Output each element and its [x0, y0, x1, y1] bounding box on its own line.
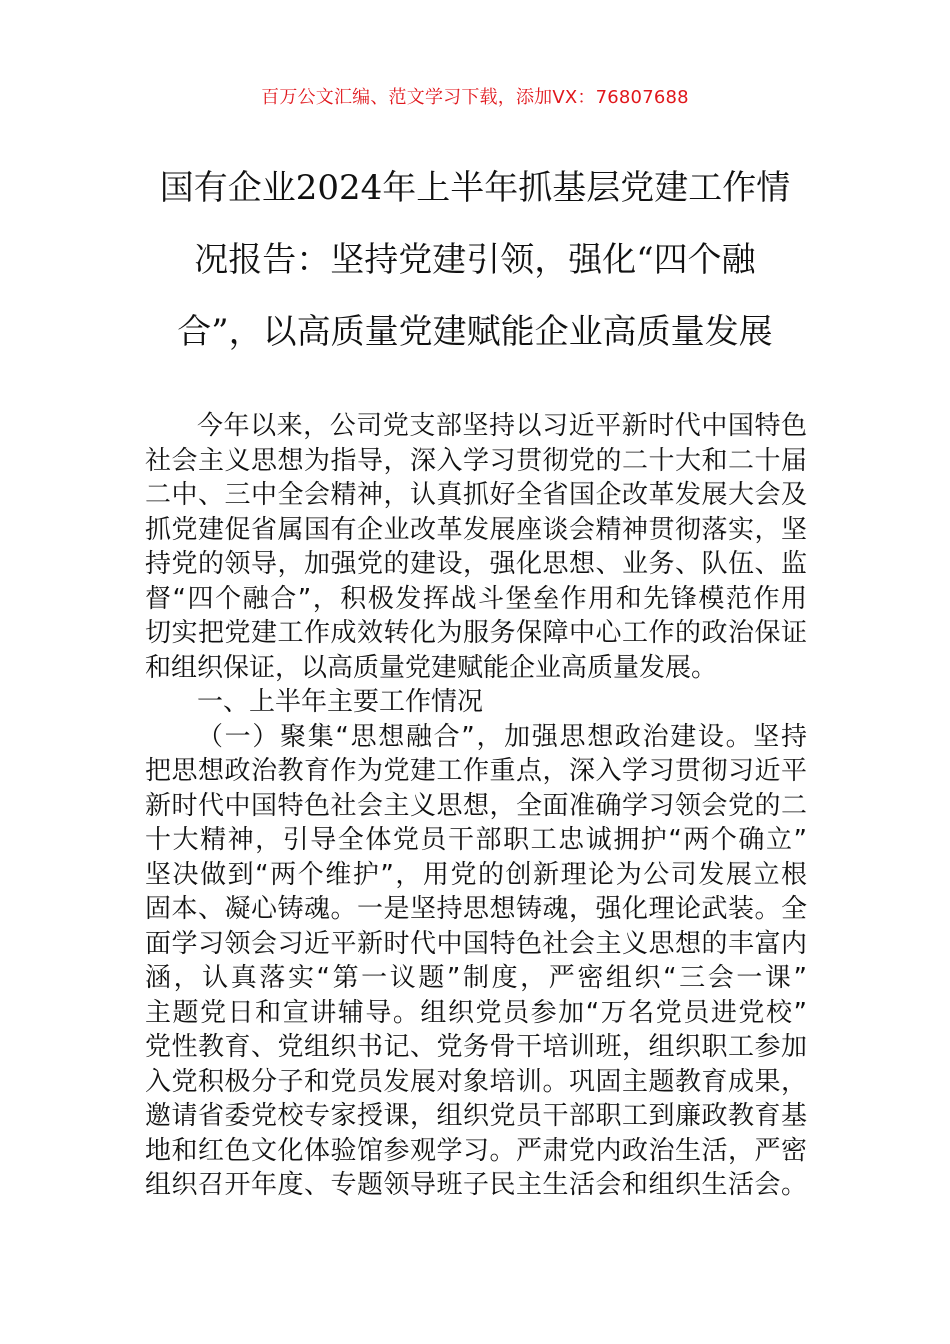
body-line: 新时代中国特色社会主义思想，全面准确学习领会党的二 — [145, 790, 807, 821]
title-line-1: 国有企业2024年上半年抓基层党建工作情 — [159, 168, 791, 208]
body-line: 把思想政治教育作为党建工作重点，深入学习贯彻习近平 — [145, 756, 807, 786]
body-line: 切实把党建工作成效转化为服务保障中心工作的政治保证 — [145, 618, 807, 648]
body-line: 入党积极分子和党员发展对象培训。巩固主题教育成果， — [145, 1066, 807, 1097]
title-line-3: 合”，以高质量党建赋能企业高质量发展 — [177, 312, 773, 352]
body-line: 面学习领会习近平新时代中国特色社会主义思想的丰富内 — [145, 928, 807, 959]
body-line: 社会主义思想为指导，深入学习贯彻党的二十大和二十届 — [145, 445, 807, 476]
body-line: 抓党建促省属国有企业改革发展座谈会精神贯彻落实，坚 — [145, 514, 807, 545]
body-line: 今年以来，公司党支部坚持以习近平新时代中国特色 — [197, 411, 807, 441]
body-line: 二中、三中全会精神，认真抓好全省国企改革发展大会及 — [145, 480, 807, 510]
document-title — [140, 152, 810, 368]
section-heading: 一、上半年主要工作情况 — [197, 687, 484, 717]
body-line: 固本、凝心铸魂。一是坚持思想铸魂，强化理论武装。全 — [145, 894, 807, 924]
body-line: 持党的领导，加强党的建设，强化思想、业务、队伍、监 — [145, 549, 807, 579]
body-line: 涵，认真落实“第一议题”制度，严密组织“三会一课” — [145, 963, 807, 993]
document-body — [145, 409, 807, 1203]
body-line: 坚决做到“两个维护”，用党的创新理论为公司发展立根 — [145, 859, 807, 890]
watermark-banner: 百万公文汇编、范文学习下载，添加VX：76807688 — [261, 87, 689, 108]
body-line: 督“四个融合”，积极发挥战斗堡垒作用和先锋模范作用 — [145, 583, 807, 614]
body-line: 地和红色文化体验馆参观学习。严肃党内政治生活，严密 — [145, 1135, 807, 1166]
title-line-2: 况报告：坚持党建引领，强化“四个融 — [194, 240, 756, 280]
body-line: （一）聚集“思想融合”，加强思想政治建设。坚持 — [197, 721, 807, 752]
body-line: 邀请省委党校专家授课，组织党员干部职工到廉政教育基 — [145, 1101, 807, 1131]
body-line: 主题党日和宣讲辅导。组织党员参加“万名党员进党校” — [145, 997, 807, 1028]
body-line: 党性教育、党组织书记、党务骨干培训班，组织职工参加 — [145, 1032, 807, 1062]
body-line: 组织召开年度、专题领导班子民主生活会和组织生活会。 — [145, 1170, 807, 1200]
body-line: 和组织保证，以高质量党建赋能企业高质量发展。 — [145, 652, 718, 683]
body-line: 十大精神，引导全体党员干部职工忠诚拥护“两个确立” — [145, 825, 807, 855]
